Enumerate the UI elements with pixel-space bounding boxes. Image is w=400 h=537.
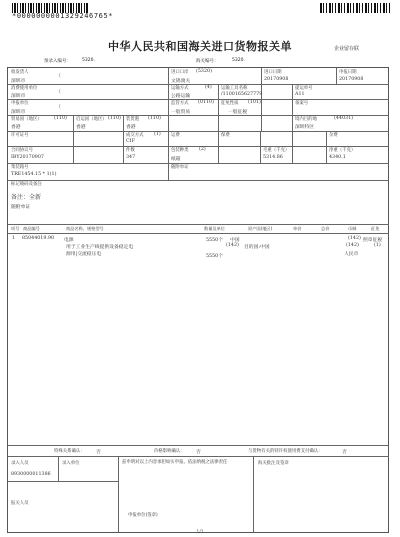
pieces-value: 347 (126, 155, 136, 160)
royalty-value: 否 (342, 450, 347, 455)
vehicle-label: 运输工具名称 (221, 86, 248, 91)
port-value: 文锦渡关 (171, 79, 191, 84)
gross-value: 5314.86 (263, 155, 283, 160)
consumer-city: 深圳市 (11, 94, 26, 99)
goods-qty2: 5550个 (206, 254, 224, 259)
declarant-label: 申报单位 (11, 101, 29, 106)
goods-qty1: 5550个 (206, 238, 224, 243)
goods-item-no: 1 (12, 236, 16, 241)
docs-label: 随附单证 (171, 165, 189, 170)
pre-entry-value: 5320. (82, 58, 95, 63)
goods-origin-country: 中国 (230, 238, 240, 243)
packing-value: 纸箱 (171, 157, 181, 162)
consignee-value: （ (56, 74, 61, 79)
declare-statement: 兹申明对以上内容承担如实申报、依法纳税之法律责任 (122, 460, 228, 465)
copy-label: 企业留存联 (334, 46, 360, 52)
supervision-label: 监管方式 (171, 101, 189, 106)
goods-spec-line1: 用于工业生产线提供设备稳定电 (66, 245, 134, 250)
packing-label: 包装种类 (171, 148, 189, 153)
entry-person-label: 录入人员 (11, 461, 29, 466)
transport-label: 运输方式 (171, 86, 189, 91)
import-date-label: 进口日期 (264, 70, 282, 75)
dest-label: 境内目的地 (295, 117, 317, 122)
packing-code: (2) (199, 147, 206, 152)
contract-value: IBY20170907 (11, 155, 44, 160)
declare-date-label: 申报日期 (339, 70, 357, 75)
deal-code: (1) (154, 132, 161, 137)
levy-nature-code: (101) (248, 100, 261, 105)
goods-header-origin: 原产国(地区) (248, 226, 273, 231)
consignee-city: 深圳市 (11, 79, 26, 84)
special-value: 否 (96, 450, 101, 455)
customs-annotation-label: 海关批注及签章 (258, 461, 289, 466)
entry-unit-label: 录入单位 (62, 461, 80, 466)
special-label: 特殊关系确认： (54, 449, 85, 454)
declarant-person-label: 报关人员 (11, 501, 29, 506)
trade-country-value: 香港 (11, 125, 21, 130)
goods-header-hs: 商品编号 (23, 226, 40, 231)
consumer-label: 消费使用单位 (11, 86, 38, 91)
container-value: TRE1454.15 * 1(1) (11, 172, 57, 177)
trade-country-code: (110) (54, 116, 67, 121)
consignee-label: 收发货人 (11, 70, 29, 75)
transit-port-value: 香港 (126, 125, 136, 130)
declare-date-value: 20170908 (339, 77, 364, 82)
remarks-line1: 备注：全新 (11, 194, 42, 201)
remarks-label: 标记唛码及备注 (11, 182, 42, 187)
customs-no-label: 海关编号： (196, 59, 219, 64)
declarant-unit-sign-label: 申报单位(签章) (128, 513, 158, 518)
declarant-city: 深圳市 (11, 110, 26, 115)
royalty-label: 与货物有关的特许权使用费支付确认： (248, 449, 323, 454)
levy-nature-label: 征免性质 (221, 101, 239, 106)
barcode-right (320, 3, 390, 13)
price-label: 价格影响确认： (154, 449, 185, 454)
goods-header-price: 单价 (293, 226, 302, 231)
transport-value: 公路运输 (171, 94, 191, 99)
goods-header-total: 总价 (321, 226, 330, 231)
goods-name: 电源 (64, 238, 74, 243)
origin-country-label: 启运国（地区） (76, 117, 107, 122)
license-label: 许可证号 (11, 133, 29, 138)
origin-country-value: 香港 (76, 125, 86, 130)
goods-header-currency: 币制 (348, 226, 357, 231)
price-value: 否 (196, 450, 201, 455)
supervision-code: (0110) (198, 100, 214, 105)
origin-country-code: (110) (108, 116, 121, 121)
freight-label: 运费 (171, 133, 180, 138)
goods-dest-country: 目的国:中国 (244, 245, 270, 250)
goods-levy: 照章征税 (363, 238, 383, 243)
goods-currency: 人民币 (344, 252, 359, 257)
goods-dest-code: (142) (348, 236, 361, 241)
levy-nature-value: 一般征税 (228, 110, 248, 115)
customs-no-value: 5320. (232, 58, 245, 63)
goods-header-levy: 征免 (371, 226, 380, 231)
container-label: 集装箱号 (11, 165, 29, 170)
bill-label: 提运单号 (295, 86, 313, 91)
trade-country-label: 贸易国（地区） (11, 117, 42, 122)
contract-label: 合同协议号 (11, 148, 33, 153)
goods-levy-code: (1) (374, 243, 381, 248)
vehicle-value: /1100165627779 (221, 92, 263, 97)
transit-port-label: 装货港 (126, 117, 140, 122)
remarks-line2: 随附单证 (11, 205, 31, 210)
page-title: 中华人民共和国海关进口货物报关单 (108, 40, 292, 53)
goods-spec-line2: 源用|交流稳压电 (66, 252, 102, 257)
port-label: 进口口岸 (171, 70, 189, 75)
port-code: (5320) (196, 69, 212, 74)
bill-value: A11 (295, 92, 305, 97)
gross-label: 毛重（千克） (263, 148, 290, 153)
goods-header-item: 项号 (11, 226, 20, 231)
transit-port-code: (110) (148, 116, 161, 121)
supervision-value: 一般贸易 (171, 110, 191, 115)
goods-currency-code: (142) (346, 243, 359, 248)
import-date-value: 20170908 (264, 77, 289, 82)
deal-value: CIF (126, 139, 135, 144)
insurance-label: 保费 (221, 133, 230, 138)
net-label: 净重（千克） (329, 148, 356, 153)
dest-code: (44031) (334, 116, 354, 121)
pieces-label: 件数 (126, 148, 135, 153)
record-label: 备案号 (295, 101, 309, 106)
declarant-value: （ (56, 105, 61, 110)
deal-label: 成交方式 (126, 133, 144, 138)
misc-label: 杂费 (329, 133, 338, 138)
goods-hs-code: 85044019.90 (22, 236, 55, 241)
pre-entry-label: 预录入编号： (44, 59, 71, 64)
barcode-number: *0000000001329246765* (12, 12, 114, 20)
declaration-form (7, 67, 389, 533)
goods-origin-code: (142) (226, 243, 239, 248)
goods-header-qty: 数量及单位 (204, 226, 225, 231)
dest-value: 深圳特区 (295, 125, 315, 130)
transport-code: (4) (205, 85, 212, 90)
goods-header-name: 商品名称、规格型号 (66, 226, 104, 231)
consumer-value: （ (56, 90, 61, 95)
page-number: 1/1 (196, 530, 204, 535)
net-value: 4340.1 (329, 155, 346, 160)
entry-code: 8930000011386 (11, 472, 51, 477)
